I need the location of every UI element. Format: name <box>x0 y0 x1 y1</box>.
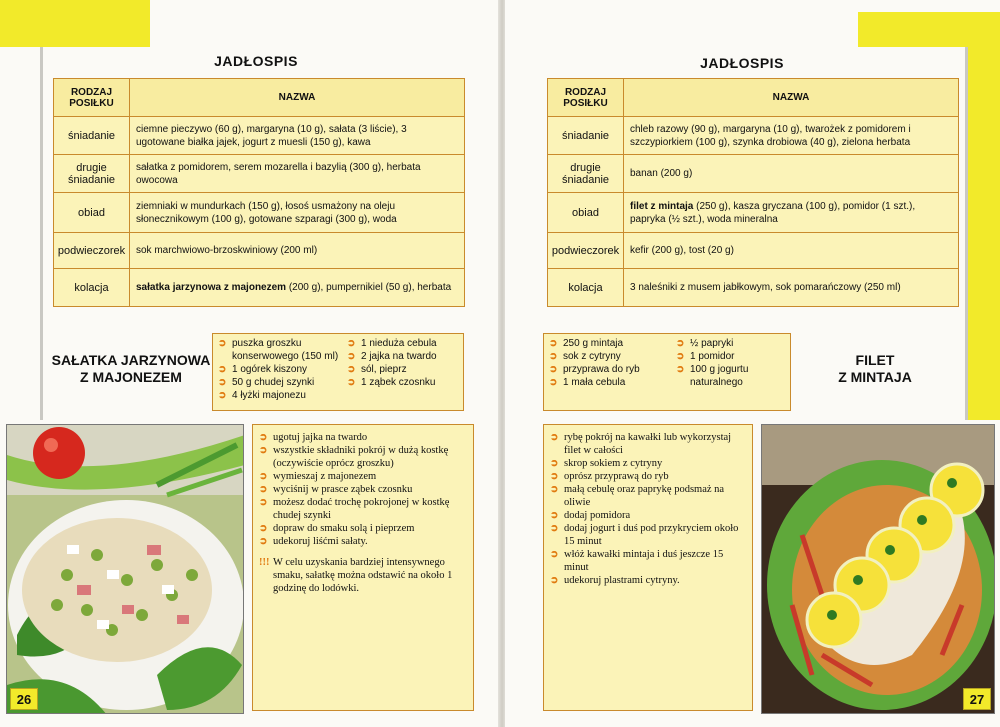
ingredients-list-1 <box>218 337 343 402</box>
desc-cell: kefir (200 g), tost (20 g) <box>624 233 959 269</box>
recipe-title-line2: Z MAJONEZEM <box>80 369 182 385</box>
page-number: 27 <box>963 688 991 710</box>
desc-cell: sałatka jarzynowa z majonezem (200 g), pumpernikiel (50 g), herbata <box>130 269 465 307</box>
arrow-bullet-icon: ➲ <box>550 432 559 443</box>
fish-photo <box>761 424 995 714</box>
tip-note: !!! W celu uzyskania bardziej intensywnego smaku, sałatkę można odstawić na około 1 godzinę do lodówki. <box>259 557 453 594</box>
meal-cell: śniadanie <box>548 117 624 155</box>
table-row <box>54 117 465 155</box>
list-item: ➲ wyciśnij w prasce ząbek czosnku <box>259 484 413 495</box>
table-row <box>548 269 959 307</box>
arrow-bullet-icon: ➲ <box>218 338 227 349</box>
list-item: ➲ wymieszaj z majonezem <box>259 471 377 482</box>
arrow-bullet-icon: ➲ <box>549 351 558 362</box>
list-item: ➲ ½ papryki <box>676 338 734 349</box>
recipe-title <box>40 352 222 386</box>
arrow-bullet-icon: ➲ <box>550 575 559 586</box>
menu-table <box>547 78 959 307</box>
arrow-bullet-icon: ➲ <box>218 390 227 401</box>
col-header-meal: RODZAJ POSIŁKU <box>54 79 130 117</box>
meal-cell: kolacja <box>54 269 130 307</box>
arrow-bullet-icon: ➲ <box>676 351 685 362</box>
col-header-meal: RODZAJ POSIŁKU <box>548 79 624 117</box>
list-item: ➲ sok z cytryny <box>549 351 621 362</box>
arrow-bullet-icon: ➲ <box>347 364 356 375</box>
arrow-bullet-icon: ➲ <box>259 484 268 495</box>
list-item: ➲ udekoruj plastrami cytryny. <box>550 575 680 586</box>
list-item: ➲ 100 g jogurtu naturalnego <box>676 364 749 388</box>
list-item: ➲ 1 ząbek czosnku <box>347 377 436 388</box>
list-item: ➲ wszystkie składniki pokrój w dużą kostkę (oczywiście oprócz groszku) <box>259 445 449 469</box>
list-item: ➲ oprósz przyprawą do ryb <box>550 471 669 482</box>
arrow-bullet-icon: ➲ <box>218 364 227 375</box>
desc-cell: 3 naleśniki z musem jabłkowym, sok pomarańczowy (250 ml) <box>624 269 959 307</box>
list-item: ➲ udekoruj liśćmi sałaty. <box>259 536 368 547</box>
arrow-bullet-icon: ➲ <box>549 338 558 349</box>
arrow-bullet-icon: ➲ <box>549 377 558 388</box>
steps-box <box>252 424 474 711</box>
ingredients-box <box>212 333 464 411</box>
arrow-bullet-icon: ➲ <box>550 549 559 560</box>
list-item: ➲ sól, pieprz <box>347 364 407 375</box>
meal-cell: śniadanie <box>54 117 130 155</box>
list-item: ➲ przyprawa do ryb <box>549 364 640 375</box>
arrow-bullet-icon: ➲ <box>259 536 268 547</box>
list-item: ➲ 4 łyżki majonezu <box>218 390 306 401</box>
salad-illustration <box>7 425 244 714</box>
desc-cell: chleb razowy (90 g), margaryna (10 g), twarożek z pomidorem i szczypiorkiem (100 g), szynka drobiowa (40 g), zielona herbata <box>624 117 959 155</box>
table-row <box>54 233 465 269</box>
arrow-bullet-icon: ➲ <box>676 338 685 349</box>
list-item: ➲ dodaj jogurt i duś pod przykryciem około 15 minut <box>550 523 739 547</box>
arrow-bullet-icon: ➲ <box>550 484 559 495</box>
list-item: ➲ 250 g mintaja <box>549 338 624 349</box>
desc-cell: sałatka z pomidorem, serem mozarella i bazylią (300 g), herbata owocowa <box>130 155 465 193</box>
list-item: ➲ 1 mała cebula <box>549 377 626 388</box>
arrow-bullet-icon: ➲ <box>259 497 268 508</box>
ingredients-list-2 <box>347 337 462 389</box>
list-item: ➲ puszka groszku konserwowego (150 ml) <box>218 338 339 362</box>
list-item: ➲ małą cebulę oraz paprykę podsmaż na oliwie <box>550 484 725 508</box>
list-item: ➲ 1 pomidor <box>676 351 735 362</box>
right-page <box>505 0 1000 727</box>
list-item: ➲ 2 jajka na twardo <box>347 351 437 362</box>
table-row <box>548 193 959 233</box>
table-row <box>548 233 959 269</box>
list-item: ➲ skrop sokiem z cytryny <box>550 458 663 469</box>
table-row <box>54 155 465 193</box>
arrow-bullet-icon: ➲ <box>550 471 559 482</box>
meal-cell: drugie śniadanie <box>54 155 130 193</box>
meal-cell: obiad <box>548 193 624 233</box>
arrow-bullet-icon: ➲ <box>347 377 356 388</box>
list-item: ➲ dopraw do smaku solą i pieprzem <box>259 523 415 534</box>
steps-box <box>543 424 753 711</box>
page-edge-shadow <box>965 47 968 420</box>
arrow-bullet-icon: ➲ <box>550 523 559 534</box>
desc-cell: sok marchwiowo-brzoskwiniowy (200 ml) <box>130 233 465 269</box>
arrow-bullet-icon: ➲ <box>347 338 356 349</box>
ingredients-list-1 <box>549 337 669 389</box>
list-item: ➲ 1 nieduża cebula <box>347 338 437 349</box>
meal-cell: obiad <box>54 193 130 233</box>
desc-cell: banan (200 g) <box>624 155 959 193</box>
table-row <box>54 193 465 233</box>
list-item: ➲ włóż kawałki mintaja i duś jeszcze 15 minut <box>550 549 724 573</box>
yellow-side-band <box>968 47 1000 420</box>
col-header-name: NAZWA <box>624 79 959 117</box>
list-item: ➲ rybę pokrój na kawałki lub wykorzystaj filet w całości <box>550 432 732 456</box>
yellow-corner-tab <box>0 0 150 47</box>
menu-title: JADŁOSPIS <box>700 55 784 71</box>
list-item: ➲ możesz dodać trochę pokrojonej w kostkę chudej szynki <box>259 497 450 521</box>
ingredients-list-2 <box>676 337 788 389</box>
arrow-bullet-icon: ➲ <box>259 471 268 482</box>
arrow-bullet-icon: ➲ <box>550 510 559 521</box>
col-header-name: NAZWA <box>130 79 465 117</box>
meal-cell: podwieczorek <box>54 233 130 269</box>
menu-title: JADŁOSPIS <box>214 53 298 69</box>
desc-cell: ciemne pieczywo (60 g), margaryna (10 g), sałata (3 liście), 3 ugotowane białka jajek, jogurt z muesli (150 g), kawa <box>130 117 465 155</box>
recipe-title <box>810 352 940 386</box>
exclamation-icon: !!! <box>259 557 270 568</box>
list-item: ➲ 1 ogórek kiszony <box>218 364 308 375</box>
fish-illustration <box>762 425 995 714</box>
arrow-bullet-icon: ➲ <box>550 458 559 469</box>
recipe-title-line1: FILET <box>855 352 895 368</box>
arrow-bullet-icon: ➲ <box>347 351 356 362</box>
list-item: ➲ 50 g chudej szynki <box>218 377 315 388</box>
list-item: ➲ ugotuj jajka na twardo <box>259 432 368 443</box>
meal-cell: drugie śniadanie <box>548 155 624 193</box>
steps-list <box>259 431 467 595</box>
arrow-bullet-icon: ➲ <box>259 445 268 456</box>
ingredients-box <box>543 333 791 411</box>
arrow-bullet-icon: ➲ <box>259 523 268 534</box>
steps-list <box>550 431 748 587</box>
desc-cell: filet z mintaja (250 g), kasza gryczana (100 g), pomidor (1 szt.), papryka (½ szt.), woda mineralna <box>624 193 959 233</box>
arrow-bullet-icon: ➲ <box>218 377 227 388</box>
arrow-bullet-icon: ➲ <box>259 432 268 443</box>
meal-cell: kolacja <box>548 269 624 307</box>
yellow-corner-tab <box>858 12 1000 47</box>
arrow-bullet-icon: ➲ <box>676 364 685 375</box>
recipe-title-line2: Z MINTAJA <box>838 369 912 385</box>
table-row <box>54 269 465 307</box>
table-row <box>548 155 959 193</box>
salad-photo <box>6 424 244 714</box>
recipe-title-line1: SAŁATKA JARZYNOWA <box>51 352 211 368</box>
page-number: 26 <box>10 688 38 710</box>
arrow-bullet-icon: ➲ <box>549 364 558 375</box>
menu-table <box>53 78 465 307</box>
table-row <box>548 117 959 155</box>
desc-cell: ziemniaki w mundurkach (150 g), łosoś usmażony na oleju słonecznikowym (100 g), gotowane szparagi (300 g), woda <box>130 193 465 233</box>
meal-cell: podwieczorek <box>548 233 624 269</box>
list-item: ➲ dodaj pomidora <box>550 510 631 521</box>
